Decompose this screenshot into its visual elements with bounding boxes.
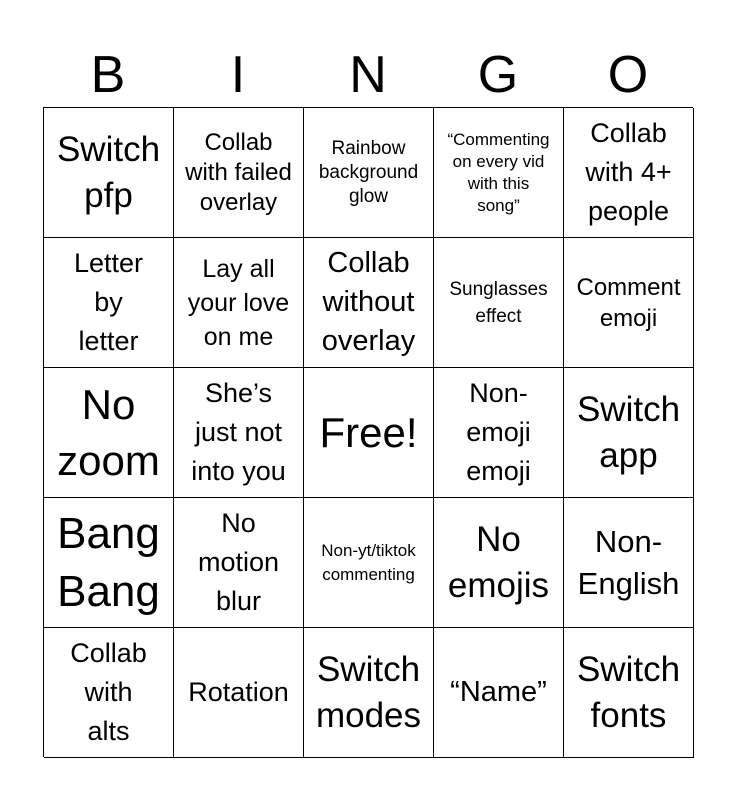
cell-text: No motion blur bbox=[197, 508, 280, 616]
cell-text: Bang Bang bbox=[57, 508, 160, 616]
bingo-cell[interactable] bbox=[44, 238, 174, 368]
bingo-cell[interactable] bbox=[304, 108, 434, 238]
bingo-cell[interactable] bbox=[174, 108, 304, 238]
header-letter-i: I bbox=[230, 46, 246, 104]
bingo-cell[interactable] bbox=[564, 498, 694, 628]
cell-text: Switch pfp bbox=[56, 129, 161, 215]
cell-text: Collab without overlay bbox=[321, 247, 416, 357]
cell-text: Rotation bbox=[188, 677, 289, 707]
bingo-cell[interactable] bbox=[304, 238, 434, 368]
cell-text: “Name” bbox=[450, 676, 547, 708]
cell-text: Non- emoji emoji bbox=[466, 378, 531, 486]
bingo-cell[interactable] bbox=[564, 368, 694, 498]
header-letter-o: O bbox=[607, 46, 649, 104]
header-letter-b: B bbox=[90, 46, 126, 104]
header-letter-n: N bbox=[349, 46, 387, 104]
bingo-cell[interactable] bbox=[44, 498, 174, 628]
cell-text: Collab with 4+ people bbox=[585, 118, 672, 226]
cell-text: No emojis bbox=[447, 519, 550, 605]
bingo-cell[interactable] bbox=[564, 238, 694, 368]
bingo-cell[interactable] bbox=[434, 238, 564, 368]
cell-text: Letter by letter bbox=[73, 248, 144, 356]
bingo-cell[interactable] bbox=[174, 238, 304, 368]
bingo-cell[interactable] bbox=[304, 368, 434, 498]
cell-text: No zoom bbox=[57, 380, 160, 484]
bingo-cell[interactable] bbox=[434, 368, 564, 498]
bingo-cell[interactable] bbox=[564, 628, 694, 758]
bingo-cell[interactable] bbox=[174, 368, 304, 498]
bingo-cell[interactable] bbox=[174, 628, 304, 758]
cell-text: “Commenting on every vid with this song” bbox=[447, 129, 550, 215]
cell-text: She’s just not into you bbox=[191, 378, 286, 486]
header-letter-g: G bbox=[477, 46, 519, 104]
bingo-cell[interactable] bbox=[44, 108, 174, 238]
bingo-cell[interactable] bbox=[304, 498, 434, 628]
bingo-cell[interactable] bbox=[434, 108, 564, 238]
cell-text: Switch modes bbox=[315, 649, 422, 735]
cell-text: Rainbow background glow bbox=[318, 137, 419, 207]
cell-text: Switch fonts bbox=[576, 649, 681, 735]
bingo-cell[interactable] bbox=[434, 628, 564, 758]
bingo-header bbox=[43, 44, 693, 106]
cell-text: Comment emoji bbox=[576, 273, 681, 332]
bingo-cell[interactable] bbox=[304, 628, 434, 758]
bingo-cell[interactable] bbox=[44, 368, 174, 498]
cell-text: Switch app bbox=[576, 389, 681, 475]
cell-text: Non- English bbox=[577, 523, 680, 601]
cell-text: Free! bbox=[319, 408, 418, 456]
cell-text: Sunglasses effect bbox=[449, 278, 548, 327]
cell-text: Collab with failed overlay bbox=[185, 128, 292, 216]
bingo-cell[interactable] bbox=[434, 498, 564, 628]
cell-text: Lay all your love on me bbox=[187, 254, 290, 351]
bingo-cell[interactable] bbox=[564, 108, 694, 238]
cell-text: Collab with alts bbox=[70, 638, 147, 746]
bingo-cell[interactable] bbox=[174, 498, 304, 628]
cell-text: Non-yt/tiktok commenting bbox=[321, 540, 416, 584]
bingo-cell[interactable] bbox=[44, 628, 174, 758]
bingo-card-grid bbox=[43, 107, 693, 757]
